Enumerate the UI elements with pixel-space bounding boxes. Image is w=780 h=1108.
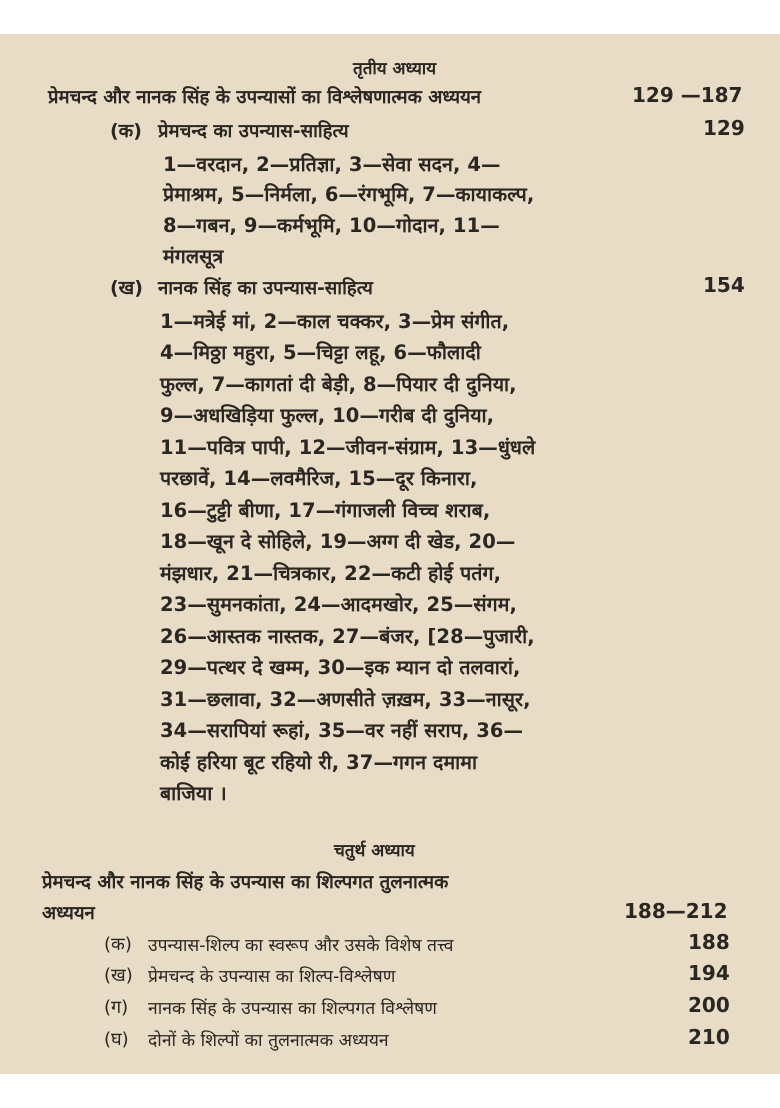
chapter4-heading: चतुर्थ अध्याय bbox=[334, 841, 415, 861]
section-kha-page: 154 bbox=[703, 273, 745, 297]
list-line: 26—आस्तक नास्तक, 27—बंजर, [28—पुजारी, bbox=[160, 625, 535, 648]
list-line: 8—गबन, 9—कर्मभूमि, 10—गोदान, 11— bbox=[163, 214, 500, 237]
list-line: 4—मिठ्ठा महुरा, 5—चिट्टा लहू, 6—फौलादी bbox=[160, 341, 481, 364]
list-line: 34—सरापियां रूहां, 35—वर नहीं सराप, 36— bbox=[160, 719, 524, 742]
list-line: मंगलसूत्र bbox=[163, 245, 224, 268]
list-line: कोई हरिया बूट रहियो री, 37—गगन दमामा bbox=[160, 751, 478, 774]
book-page bbox=[0, 34, 780, 1074]
section-kha-label: (ख) bbox=[110, 277, 143, 299]
section-ka-page: 129 bbox=[703, 116, 745, 140]
list-line: 29—पत्थर दे खम्म, 30—इक म्यान दो तलवारां, bbox=[160, 656, 521, 679]
subsection-ga-label: (ग) bbox=[104, 997, 129, 1018]
list-line: 16—टुट्टी बीणा, 17—गंगाजली विच्च शराब, bbox=[160, 499, 491, 522]
list-line: मंझधार, 21—चित्रकार, 22—कटी होई पतंग, bbox=[160, 562, 502, 585]
subsection-ga-page: 200 bbox=[688, 993, 730, 1017]
list-line: 18—खून दे सोहिले, 19—अग्ग दी खेड, 20— bbox=[160, 530, 516, 553]
subsection-ka-title: उपन्यास-शिल्प का स्वरूप और उसके विशेष तत्त्व bbox=[148, 936, 454, 956]
subsection-kha-label: (ख) bbox=[104, 965, 133, 986]
subsection-kha-title: प्रेमचन्द के उपन्यास का शिल्प-विश्लेषण bbox=[148, 967, 396, 987]
list-line: बाजिया । bbox=[160, 782, 227, 805]
chapter3-pages: 129 —187 bbox=[632, 83, 743, 107]
subsection-gha-label: (घ) bbox=[104, 1029, 129, 1050]
chapter4-title-line1: प्रेमचन्द और नानक सिंह के उपन्यास का शिल्पगत तुलनात्मक bbox=[42, 872, 449, 893]
list-line: 1—मत्रेई मां, 2—काल चक्कर, 3—प्रेम संगीत, bbox=[160, 310, 510, 333]
chapter3-heading: तृतीय अध्याय bbox=[353, 59, 437, 79]
section-ka-title: प्रेमचन्द का उपन्यास-साहित्य bbox=[158, 121, 349, 142]
list-line: 9—अधखिड़िया फुल्ल, 10—गरीब दी दुनिया, bbox=[160, 404, 495, 427]
list-line: 23—सुमनकांता, 24—आदमखोर, 25—संगम, bbox=[160, 593, 518, 616]
list-line: 1—वरदान, 2—प्रतिज्ञा, 3—सेवा सदन, 4— bbox=[163, 153, 501, 176]
subsection-kha-page: 194 bbox=[688, 961, 730, 985]
subsection-ka-label: (क) bbox=[104, 934, 132, 955]
chapter4-pages: 188—212 bbox=[624, 899, 728, 923]
subsection-ga-title: नानक सिंह के उपन्यास का शिल्पगत विश्लेषण bbox=[148, 999, 437, 1019]
chapter3-title: प्रेमचन्द और नानक सिंह के उपन्यासों का विश्लेषणात्मक अध्ययन bbox=[48, 87, 482, 108]
subsection-ka-page: 188 bbox=[688, 930, 730, 954]
list-line: फुल्ल, 7—कागतां दी बेड़ी, 8—पियार दी दुनिया, bbox=[160, 373, 517, 396]
list-line: परछावें, 14—लवमैरिज, 15—दूर किनारा, bbox=[160, 467, 478, 490]
list-line: 11—पवित्र पापी, 12—जीवन-संग्राम, 13—धुंधले bbox=[160, 436, 536, 459]
list-line: 31—छलावा, 32—अणसीते ज़ख़म, 33—नासूर, bbox=[160, 688, 531, 711]
chapter4-title-line2: अध्ययन bbox=[42, 903, 95, 924]
section-ka-label: (क) bbox=[110, 120, 142, 142]
subsection-gha-title: दोनों के शिल्पों का तुलनात्मक अध्ययन bbox=[148, 1031, 389, 1051]
list-line: प्रेमाश्रम, 5—निर्मला, 6—रंगभूमि, 7—कायाकल्प, bbox=[163, 183, 535, 206]
section-kha-title: नानक सिंह का उपन्यास-साहित्य bbox=[158, 278, 373, 299]
subsection-gha-page: 210 bbox=[688, 1025, 730, 1049]
